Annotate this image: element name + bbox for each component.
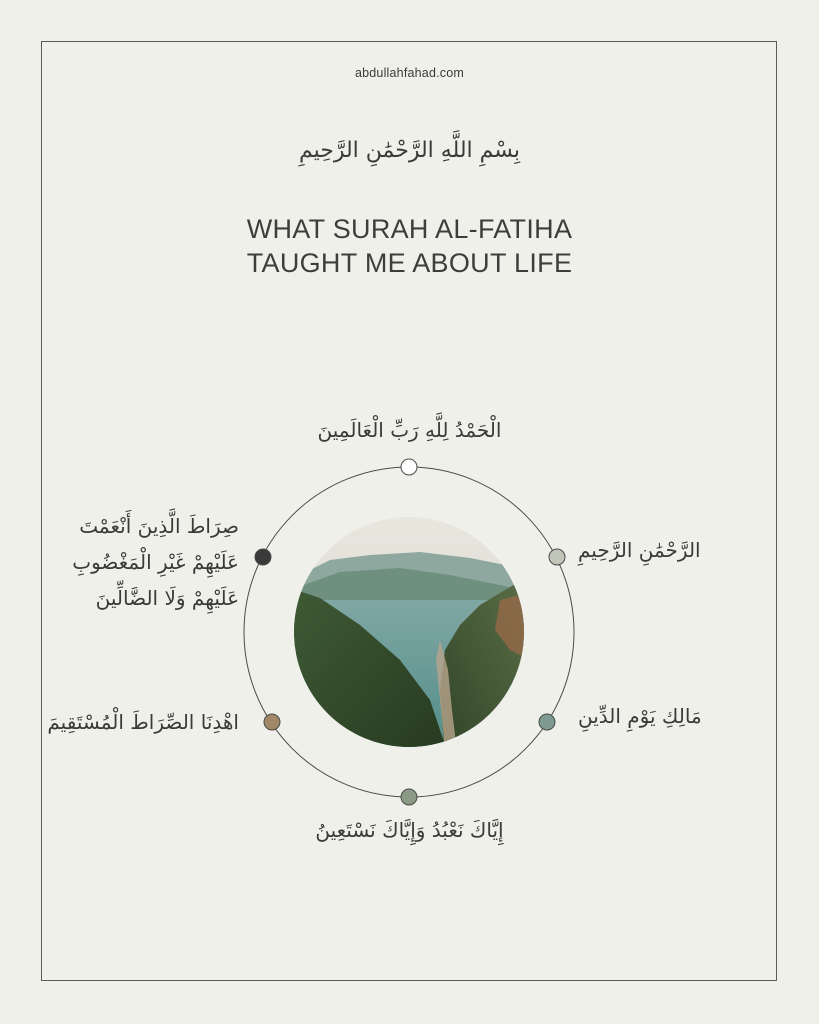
verse-4-text: إِيَّاكَ نَعْبُدُ وَإِيَّاكَ نَسْتَعِينُ [315,818,504,842]
verse-2-text: الرَّحْمَٰنِ الرَّحِيمِ [578,538,701,562]
verse-7-line-3: عَلَيْهِمْ وَلَا الضَّالِّينَ [95,586,239,610]
title-line-2: TAUGHT ME ABOUT LIFE [246,248,573,278]
title-line-1: WHAT SURAH AL-FATIHA [246,214,573,244]
verse-5-text: اهْدِنَا الصِّرَاطَ الْمُسْتَقِيمَ [47,710,239,734]
basmala: بِسْمِ اللَّهِ الرَّحْمَٰنِ الرَّحِيمِ [298,138,521,163]
verse-7-text [72,508,239,616]
verse-7-line-2: عَلَيْهِمْ غَيْرِ الْمَغْضُوبِ [72,550,239,574]
site-url: abdullahfahad.com [354,66,465,80]
verse-3-text: مَالِكِ يَوْمِ الدِّينِ [578,704,702,728]
verse-1-text: الْحَمْدُ لِلَّهِ رَبِّ الْعَالَمِينَ [317,418,502,442]
verse-7-line-1: صِرَاطَ الَّذِينَ أَنْعَمْتَ [79,514,239,538]
page-title [0,212,819,280]
